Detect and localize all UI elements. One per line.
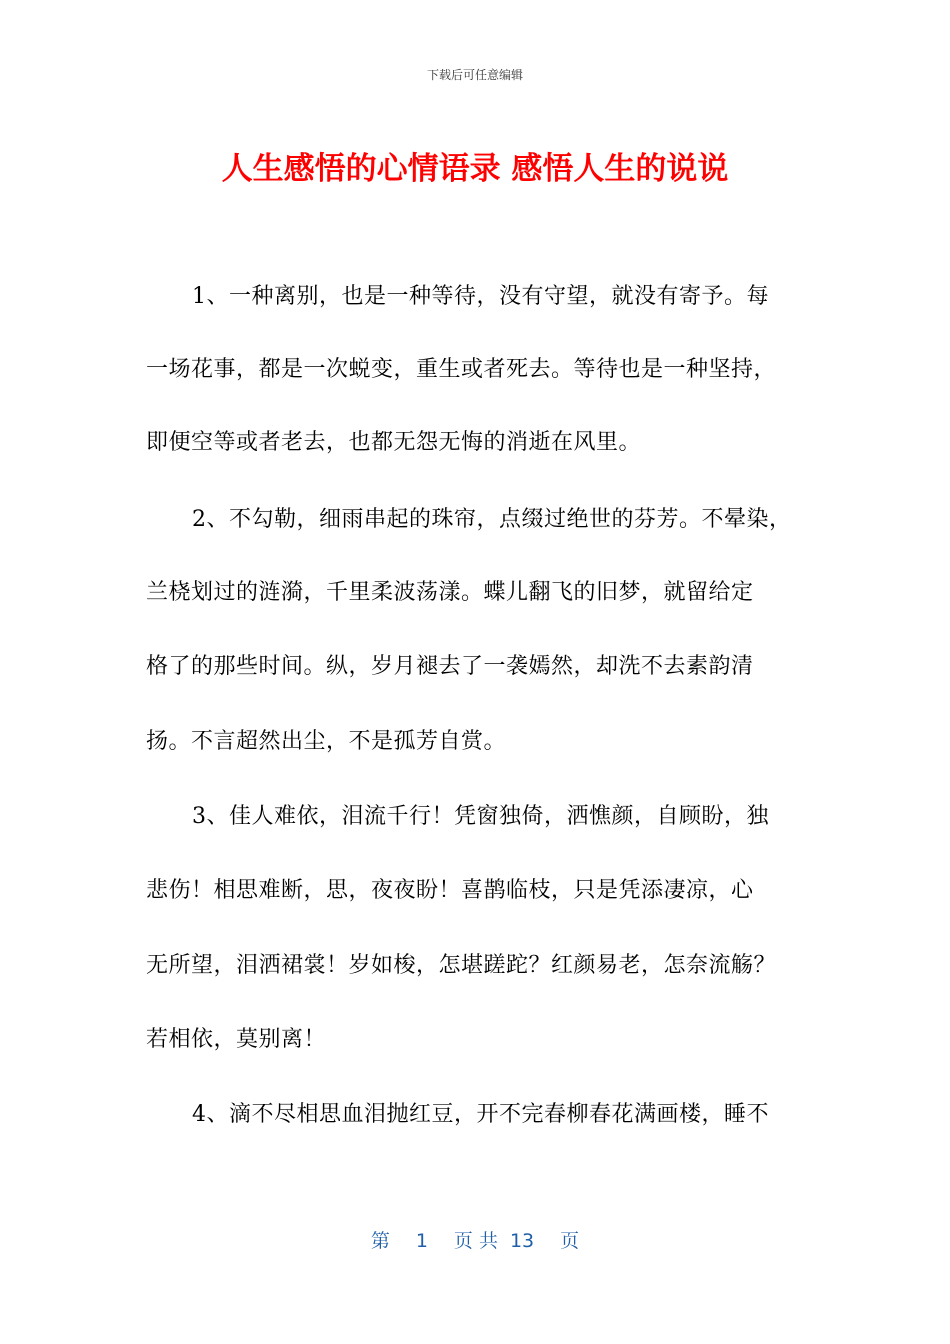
footer-total-pages: 13 [509,1230,535,1252]
paragraph-1-line-1: 1、一种离别，也是一种等待，没有守望，就没有寄予。每 [192,284,769,309]
paragraph-3-line-3: 无所望，泪洒裙裳！岁如梭，怎堪蹉跎？红颜易老，怎奈流觞？ [146,953,777,978]
paragraph-3-line-1: 3、佳人难依，泪流千行！凭窗独倚，洒憔颜，自顾盼，独 [192,804,769,829]
paragraph-1-line-3: 即便空等或者老去，也都无怨无悔的消逝在风里。 [146,430,642,455]
footer-suffix: 页 [560,1230,580,1252]
footer-prefix: 第 [370,1230,390,1252]
paragraph-2-line-3: 格了的那些时间。纵，岁月褪去了一袭嫣然，却洗不去素韵清 [146,654,754,679]
paragraph-2-line-2: 兰桡划过的涟漪，千里柔波荡漾。蝶儿翻飞的旧梦，就留给定 [146,580,754,605]
paragraph-3-line-4: 若相依，莫别离！ [146,1027,327,1052]
header-note: 下载后可任意编辑 [426,68,523,82]
footer-middle: 页 共 [453,1230,498,1252]
page-footer [0,1226,950,1253]
paragraph-4-line-1: 4、滴不尽相思血泪抛红豆，开不完春柳春花满画楼，睡不 [192,1102,769,1127]
paragraph-2-line-1: 2、不勾勒，细雨串起的珠帘，点缀过绝世的芬芳。不晕染， [192,507,792,532]
paragraph-1-line-2: 一场花事，都是一次蜕变，重生或者死去。等待也是一种坚持， [146,357,777,382]
paragraph-2-line-4: 扬。不言超然出尘，不是孤芳自赏。 [146,729,507,754]
paragraph-3-line-2: 悲伤！相思难断，思，夜夜盼！喜鹊临枝，只是凭添凄凉，心 [146,878,754,903]
document-title: 人生感悟的心情语录 感悟人生的说说 [221,151,729,187]
footer-current-page: 1 [415,1230,428,1252]
